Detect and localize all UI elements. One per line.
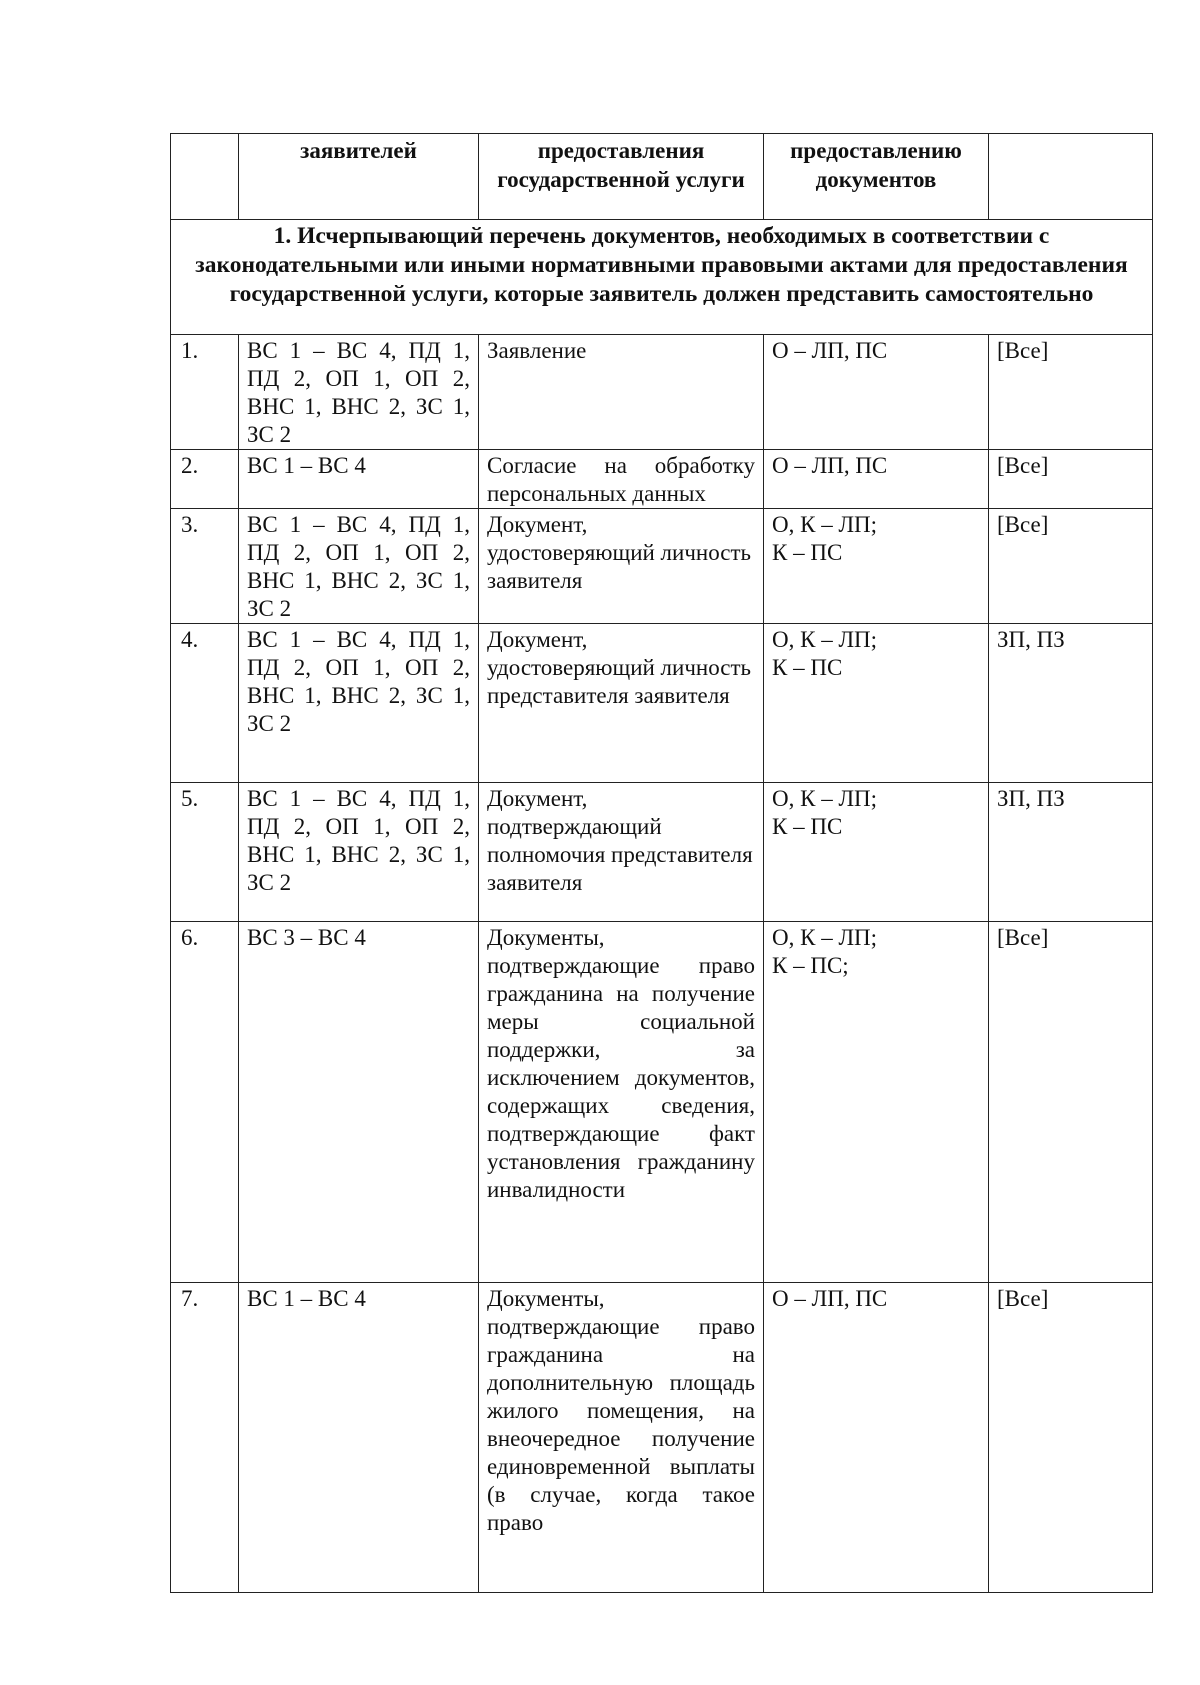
row-document: Документы, подтверждающие право гражданина на дополнительную площадь жилого помещения, на внеочередное получение единовременной выплаты (в случае, когда такое право	[479, 1283, 764, 1593]
table-row	[171, 783, 1153, 922]
row-applicants: ВС 1 – ВС 4	[239, 1283, 479, 1593]
row-requirements: О – ЛП, ПС	[764, 450, 989, 509]
row-requirements: О, К – ЛП; К – ПС	[764, 509, 989, 624]
row-requirements: О, К – ЛП; К – ПС;	[764, 922, 989, 1283]
section-heading-row	[171, 220, 1153, 335]
row-document: Документы, подтверждающие право гражданина на получение меры социальной поддержки, за исключением документов, содержащих сведения, подтверждающие факт установления гражданину инвалидности	[479, 922, 764, 1283]
row-document: Документ, удостоверяющий личность заявителя	[479, 509, 764, 624]
table-row	[171, 624, 1153, 783]
row-requirements: О, К – ЛП; К – ПС	[764, 783, 989, 922]
row-scope: [Все]	[989, 922, 1153, 1283]
row-scope: [Все]	[989, 509, 1153, 624]
header-cell-applicants: заявителей	[239, 134, 479, 220]
row-number: 7.	[171, 1283, 239, 1593]
row-number: 3.	[171, 509, 239, 624]
row-number: 2.	[171, 450, 239, 509]
row-requirements: О – ЛП, ПС	[764, 1283, 989, 1593]
header-cell-document: предоставления государственной услуги	[479, 134, 764, 220]
row-requirements: О, К – ЛП; К – ПС	[764, 624, 989, 783]
row-document: Документ, удостоверяющий личность представителя заявителя	[479, 624, 764, 783]
row-scope: [Все]	[989, 335, 1153, 450]
header-cell-number	[171, 134, 239, 220]
table-header-row	[171, 134, 1153, 220]
row-applicants: ВС 1 – ВС 4	[239, 450, 479, 509]
row-document: Согласие на обработку персональных данных	[479, 450, 764, 509]
row-number: 1.	[171, 335, 239, 450]
table-row	[171, 450, 1153, 509]
table-row	[171, 335, 1153, 450]
row-scope: ЗП, ПЗ	[989, 783, 1153, 922]
row-number: 5.	[171, 783, 239, 922]
row-applicants: ВС 3 – ВС 4	[239, 922, 479, 1283]
row-number: 4.	[171, 624, 239, 783]
row-document: Заявление	[479, 335, 764, 450]
row-applicants: ВС 1 – ВС 4, ПД 1, ПД 2, ОП 1, ОП 2, ВНС 1, ВНС 2, ЗС 1, ЗС 2	[239, 783, 479, 922]
row-number: 6.	[171, 922, 239, 1283]
row-document: Документ, подтверждающий полномочия представителя заявителя	[479, 783, 764, 922]
row-scope: [Все]	[989, 450, 1153, 509]
row-applicants: ВС 1 – ВС 4, ПД 1, ПД 2, ОП 1, ОП 2, ВНС 1, ВНС 2, ЗС 1, ЗС 2	[239, 624, 479, 783]
row-scope: ЗП, ПЗ	[989, 624, 1153, 783]
table-row	[171, 922, 1153, 1283]
row-scope: [Все]	[989, 1283, 1153, 1593]
section-heading: 1. Исчерпывающий перечень документов, необходимых в соответствии с законодательными или иными нормативными правовыми актами для предоставления государственной услуги, которые заявитель должен представить самостоятельно	[171, 220, 1153, 335]
header-cell-scope	[989, 134, 1153, 220]
row-applicants: ВС 1 – ВС 4, ПД 1, ПД 2, ОП 1, ОП 2, ВНС 1, ВНС 2, ЗС 1, ЗС 2	[239, 335, 479, 450]
table-row	[171, 509, 1153, 624]
table-row	[171, 1283, 1153, 1593]
header-cell-requirements: предоставлению документов	[764, 134, 989, 220]
row-applicants: ВС 1 – ВС 4, ПД 1, ПД 2, ОП 1, ОП 2, ВНС 1, ВНС 2, ЗС 1, ЗС 2	[239, 509, 479, 624]
row-requirements: О – ЛП, ПС	[764, 335, 989, 450]
documents-table	[170, 133, 1153, 1593]
